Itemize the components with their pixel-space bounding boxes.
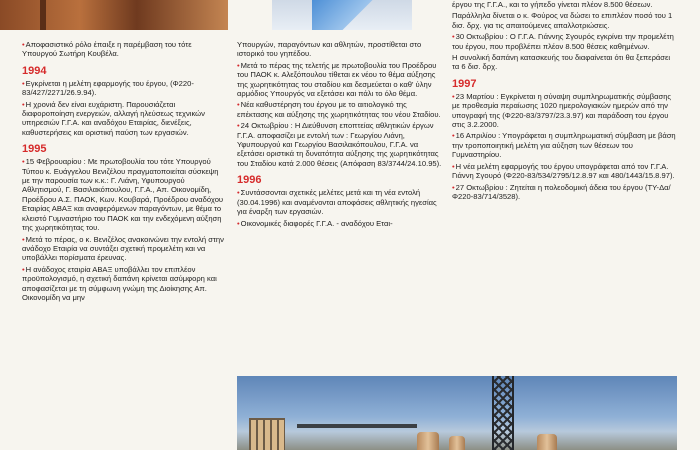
entry-1997: • 27 Οκτωβρίου : Ζητείται η πολεοδομική άδεια του έργου (ΤΥ-Δα/Φ220-83/714/3528). [452,183,677,202]
year-heading-1994: 1994 [22,64,47,77]
entry-1995: • Η ανάδοχος εταιρία ΑΒΑΞ υποβάλλει τον επιπλέον προϋπολογισμό, η σχετική δαπάνη κρίνεται ασύμφορη και αποφασίζεται με τη σύμφωνη γνώμη της Διοίκησης Απ. Οικονομίδη να μην [22,265,227,303]
column-2 [237,40,442,230]
tank-shape [537,434,557,450]
intro-paragraph: • Αποφασιστικό ρόλο έπαιξε η παρέμβαση του τότε Υπουργού Σωτήρη Κουβέλα. [22,40,227,59]
entry-continued: έργου της Γ.Γ.Α., και το γήπεδο γίνεται πλέον 8.500 θέσεων. [452,0,653,9]
entry-1995: • Νέα καθυστέρηση του έργου με το αιτιολογικό της επέκτασης και αύξησης της χωρητικότητας του νέου Σταδίου. [237,100,442,119]
steel-beam-shape [297,424,417,428]
year-heading-1997: 1997 [452,77,477,90]
column-3 [452,0,677,203]
entry-1996: • Συντάσσονται σχετικές μελέτες μετά και τη νέα εντολή (30.04.1996) και αναμένονται αποφάσεις αθλητικής ηγεσίας για έναρξη των εργασιών. [237,188,442,216]
entry-1996: • 30 Οκτωβρίου : Ο Γ.Γ.Α. Γιάννης Σγουρός εγκρίνει την προμελέτη του έργου, που προβλέπει πλέον 8.500 θέσεις καθημένων. [452,32,677,51]
entry-1995: • Μετά το πέρας, ο κ. Βενιζέλος ανακοινώνει την εντολή στην ανάδοχο Εταιρία να συντάξει σχετική προμελέτη και να υποβάλλει πορίσματα έρευνας. [22,235,227,263]
crane-mast-shape [492,376,514,450]
tank-shape [417,432,439,450]
entry-1994: • Η χρονιά δεν είναι ευχάριστη. Παρουσιάζεται διαφοροποίηση ενεργειών, αλλαγή ηλεύσεως τεχνικών υπηρεσιών Γ.Γ.Α. και αναδόχου Εταιρίας, διενέξεις, καθυστερήσεις και οριστική παύση των εργασιών. [22,100,227,138]
year-heading-1995: 1995 [22,143,47,156]
scaffold-shape [249,418,285,450]
top-left-photo [0,0,228,30]
entry-1995: • 24 Οκτωβρίου : Η Διεύθυνση εποπτείας αθλητικών έργων Γ.Γ.Α. αποφασίζει με εντολή των : Γεωργίου Λιάνη, Υφυπουργού και Γεωργίου Βασιλακόπουλου, Γ.Γ.Α. να εξετάσει οριστικά τη δυνατότητα αύξησης της χωρητικότητας του Σταδίου κατά 2.000 θέσεις (Απόφαση 83/3744/24.10.95). [237,121,442,168]
entry-1994: • Εγκρίνεται η μελέτη εφαρμογής του έργου, (Φ220-83/427/2271/26.9.94). [22,79,227,98]
column-1 [22,40,227,304]
entry-continued: Η συνολική δαπάνη κατασκευής του διαφαίνεται ότι θα ξεπεράσει τα 6 δισ. δρχ. [452,53,671,72]
tank-shape [449,436,465,450]
top-middle-photo [272,0,412,30]
entry-continued: Παράλληλα δίνεται ο κ. Φούρος να δώσει το επιπλέον ποσό του 1 δισ. δρχ. για τις απαιτούμενες απαλλοτριώσεις. [452,11,673,30]
entry-1997: • 23 Μαρτίου : Εγκρίνεται η σύναψη συμπληρωματικής σύμβασης με προθεσμία περαίωσης 1020 ημερολογιακών ημερών από την υπογραφή της (Φ220-83/3797/23.3.97) και παράδοση του έργου στις 3.2.2000. [452,92,677,130]
construction-site-photo [237,376,677,450]
entry-1995-continued: Υπουργών, παραγόντων και αθλητών, προστίθεται στο ιστορικό του γηπέδου. [237,40,422,59]
entry-1997: • 16 Απριλίου : Υπογράφεται η συμπληρωματική σύμβαση με βάση την τροποποιητική μελέτη για αύξηση των θέσεων του Γυμναστηρίου. [452,131,677,159]
entry-1995: • 15 Φεβρουαρίου : Με πρωτοβουλία του τότε Υπουργού Τύπου κ. Ευάγγελου Βενιζέλου πραγματοποιείται σύσκεψη με την παρουσία των κ.κ.: Γ. Λιάνη, Υφυπουργού Αθλητισμού, Γ. Βασιλακόπουλου, Γ.Γ.Α., Απ. Οικονομίδη, Προέδρου Α.Σ. ΠΑΟΚ, Κων. Κουβαρά, Προέδρου αναδόχου Εταιρίας ΑΒΑΞ και αναφερόμενων παραγόντων, με θέμα το κλειστό Γυμναστήριο του ΠΑΟΚ και την ενδεχόμενη αύξηση της χωρητικότητας του. [22,157,227,232]
entry-1997: • Η νέα μελέτη εφαρμογής του έργου υπογράφεται από τον Γ.Γ.Α. Γιάννη Σγουρό (Φ220-83/534/2795/12.8.97 και 480/1443/15.8.97). [452,162,677,181]
entry-1996: • Οικονομικές διαφορές Γ.Γ.Α. - αναδόχου Εται- [237,219,442,228]
year-heading-1996: 1996 [237,174,262,187]
entry-1995: • Μετά το πέρας της τελετής με πρωτοβουλία του Προέδρου του ΠΑΟΚ κ. Αλεξόπουλου τίθεται εκ νέου το θέμα αύξησης της χωρητικότητας του σταδίου και δεσμεύεται ο καθ' ύλην αρμόδιος Υπουργός να εξετάσει και πάλι το όλο θέμα. [237,61,442,99]
